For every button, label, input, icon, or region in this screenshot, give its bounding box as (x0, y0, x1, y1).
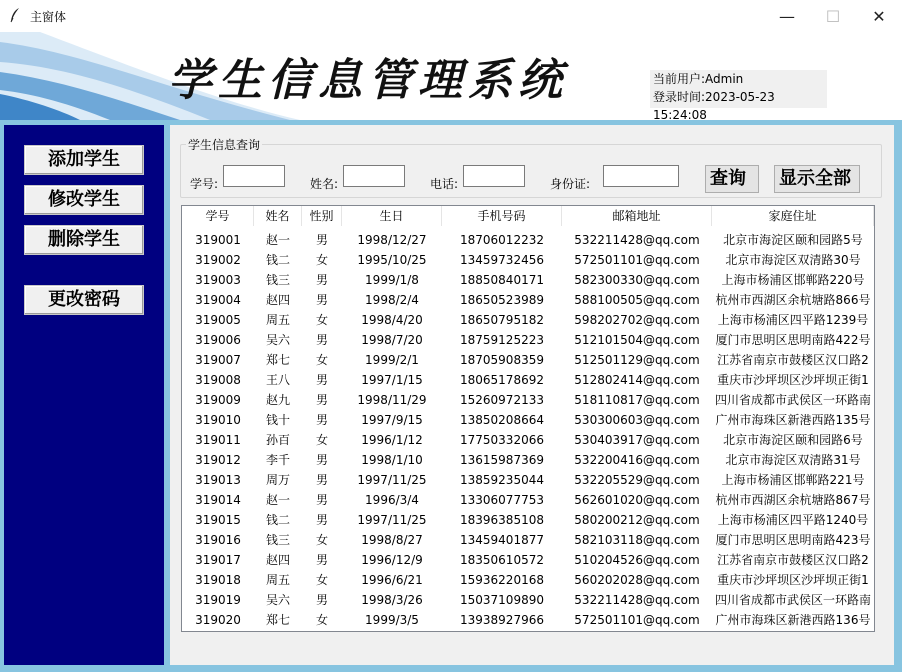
col-gender-cell: 男 (315, 453, 328, 467)
table-row[interactable] (182, 290, 874, 310)
col-address-cell: 四川省成都市武侯区一环路南 (714, 393, 871, 407)
feather-icon (8, 7, 22, 23)
col-birthday-cell: 1998/12/27 (357, 233, 427, 247)
col-student-id-cell: 319007 (195, 353, 241, 367)
header-banner (0, 32, 902, 120)
col-address-cell: 北京市海淀区颐和园路5号 (723, 233, 863, 247)
col-student-id-cell: 319012 (195, 453, 241, 467)
student-id-input[interactable] (223, 165, 285, 187)
col-gender-cell: 男 (315, 293, 328, 307)
col-email-cell: 582300330@qq.com (574, 273, 700, 287)
idcard-input[interactable] (603, 165, 679, 187)
col-phone-cell: 13859235044 (460, 473, 544, 487)
col-student-id-cell: 319005 (195, 313, 241, 327)
col-birthday-cell: 1998/7/20 (361, 333, 423, 347)
name-label: 姓名: (310, 177, 339, 191)
col-phone-cell: 18850840171 (460, 273, 544, 287)
col-gender-cell: 女 (315, 533, 328, 547)
table-row[interactable] (182, 390, 874, 410)
col-phone-cell: 13938927966 (460, 613, 544, 627)
col-address-cell: 上海市杨浦区四平路1239号 (717, 313, 869, 327)
col-birthday-cell: 1996/1/12 (361, 433, 423, 447)
col-gender-cell: 女 (315, 613, 328, 627)
col-phone-cell: 18705908359 (460, 353, 544, 367)
col-phone-cell: 18396385108 (460, 513, 544, 527)
col-name-cell: 赵四 (265, 553, 290, 567)
col-name-cell: 钱二 (265, 253, 290, 267)
col-address-cell: 杭州市西湖区余杭塘路866号 (715, 293, 871, 307)
col-phone-cell: 18706012232 (460, 233, 544, 247)
col-birthday-cell: 1999/1/8 (365, 273, 419, 287)
col-address-cell: 重庆市沙坪坝区沙坪坝正街1 (717, 373, 869, 387)
col-address-cell: 厦门市思明区思明南路422号 (715, 333, 871, 347)
col-name-cell: 钱三 (265, 273, 290, 287)
col-gender-cell: 男 (315, 413, 328, 427)
col-gender-cell: 女 (315, 433, 328, 447)
col-email-cell: 530403917@qq.com (574, 433, 700, 447)
col-birthday-cell: 1996/6/21 (361, 573, 423, 587)
col-name-cell: 周五 (265, 573, 290, 587)
close-button[interactable]: ✕ (872, 6, 886, 26)
minimize-button[interactable]: — (779, 6, 795, 26)
col-student-id-cell: 319017 (195, 553, 241, 567)
col-birthday-cell: 1999/2/1 (365, 353, 419, 367)
table-row[interactable] (182, 350, 874, 370)
col-name-cell: 钱三 (265, 533, 290, 547)
table-row[interactable] (182, 570, 874, 590)
col-address-cell: 厦门市思明区思明南路423号 (715, 533, 871, 547)
col-birthday-cell: 1998/11/29 (357, 393, 427, 407)
col-student-id-cell: 319002 (195, 253, 241, 267)
table-row[interactable] (182, 590, 874, 610)
col-name-cell: 吴六 (265, 333, 290, 347)
table-row[interactable] (182, 310, 874, 330)
col-phone-cell: 13459732456 (460, 253, 544, 267)
col-student-id-cell: 319011 (195, 433, 241, 447)
table-row[interactable] (182, 470, 874, 490)
col-email-cell: 512802414@qq.com (574, 373, 700, 387)
idcard-label: 身份证: (550, 177, 591, 191)
col-student-id-cell: 319001 (195, 233, 241, 247)
col-gender-cell: 女 (315, 313, 328, 327)
col-email-cell: 572501101@qq.com (574, 613, 700, 627)
col-email-cell: 562601020@qq.com (574, 493, 700, 507)
window-titlebar (0, 0, 902, 33)
col-phone-cell: 15037109890 (460, 593, 544, 607)
col-birthday-cell: 1997/1/15 (361, 373, 423, 387)
table-row[interactable] (182, 550, 874, 570)
col-address-cell: 江苏省南京市鼓楼区汉口路2 (717, 353, 869, 367)
table-row[interactable] (182, 270, 874, 290)
col-email-cell: 560202028@qq.com (574, 573, 700, 587)
col-phone-cell: 18350610572 (460, 553, 544, 567)
col-student-id-cell: 319009 (195, 393, 241, 407)
col-student-id-cell: 319018 (195, 573, 241, 587)
maximize-button[interactable]: ☐ (825, 6, 841, 26)
col-email-cell: 532211428@qq.com (574, 233, 700, 247)
delete-student-button[interactable]: 删除学生 (24, 225, 144, 255)
query-group-title: 学生信息查询 (188, 138, 261, 152)
col-gender-cell: 男 (315, 333, 328, 347)
col-phone-cell: 17750332066 (460, 433, 544, 447)
col-phone-cell: 18650795182 (460, 313, 544, 327)
col-address-cell: 上海市杨浦区四平路1240号 (717, 513, 869, 527)
col-address-cell: 四川省成都市武侯区一环路南 (714, 593, 871, 607)
col-email-cell: 530300603@qq.com (574, 413, 700, 427)
table-row[interactable] (182, 370, 874, 390)
col-student-id-cell: 319013 (195, 473, 241, 487)
table-row[interactable] (182, 250, 874, 270)
table-row[interactable] (182, 450, 874, 470)
col-birthday-cell: 1998/8/27 (361, 533, 423, 547)
col-address-cell: 重庆市沙坪坝区沙坪坝正街1 (717, 573, 869, 587)
name-input[interactable] (343, 165, 405, 187)
col-gender-cell: 男 (315, 473, 328, 487)
col-name-cell: 赵九 (265, 393, 290, 407)
col-gender-cell: 男 (315, 493, 328, 507)
table-row[interactable] (182, 530, 874, 550)
login-time-label: 登录时间:2023-05-23 15:24:08 (653, 90, 775, 120)
col-name-cell: 王八 (265, 373, 290, 387)
col-gender-cell: 男 (315, 593, 328, 607)
col-name-cell: 李千 (265, 453, 290, 467)
col-address-cell: 杭州市西湖区余杭塘路867号 (715, 493, 871, 507)
phone-label: 电话: (430, 177, 459, 191)
col-name-cell: 钱十 (265, 413, 290, 427)
col-phone-cell: 18759125223 (460, 333, 544, 347)
col-name-cell: 郑七 (265, 353, 290, 367)
col-gender-cell: 男 (315, 273, 328, 287)
col-gender-header[interactable]: 性别 (302, 206, 342, 226)
col-name-header[interactable]: 姓名 (254, 206, 302, 226)
table-row[interactable] (182, 230, 874, 250)
col-name-cell: 赵一 (265, 233, 290, 247)
change-password-button[interactable]: 更改密码 (24, 285, 144, 315)
col-student-id-cell: 319015 (195, 513, 241, 527)
col-phone-cell: 13850208664 (460, 413, 544, 427)
col-email-cell: 518110817@qq.com (574, 393, 700, 407)
col-student-id-header[interactable]: 学号 (182, 206, 254, 226)
col-student-id-cell: 319004 (195, 293, 241, 307)
col-phone-header[interactable]: 手机号码 (442, 206, 562, 226)
col-name-cell: 钱二 (265, 513, 290, 527)
col-address-cell: 广州市海珠区新港西路136号 (715, 613, 871, 627)
col-name-cell: 周万 (265, 473, 290, 487)
table-row[interactable] (182, 430, 874, 450)
window-title: 主窗体 (30, 10, 67, 24)
col-email-cell: 532200416@qq.com (574, 453, 700, 467)
col-birthday-cell: 1998/1/10 (361, 453, 423, 467)
col-email-cell: 582103118@qq.com (574, 533, 700, 547)
col-address-cell: 北京市海淀区颐和园路6号 (723, 433, 863, 447)
col-address-header[interactable]: 家庭住址 (712, 206, 874, 226)
col-gender-cell: 女 (315, 353, 328, 367)
col-address-cell: 北京市海淀区双清路31号 (725, 453, 861, 467)
col-address-cell: 北京市海淀区双清路30号 (725, 253, 861, 267)
col-email-cell: 532211428@qq.com (574, 593, 700, 607)
col-gender-cell: 男 (315, 553, 328, 567)
current-user-label: 当前用户:Admin (653, 72, 744, 86)
col-name-cell: 孙百 (265, 433, 290, 447)
col-address-cell: 上海市杨浦区邯郸路221号 (721, 473, 865, 487)
col-gender-cell: 男 (315, 373, 328, 387)
col-student-id-cell: 319006 (195, 333, 241, 347)
col-student-id-cell: 319014 (195, 493, 241, 507)
table-row[interactable] (182, 330, 874, 350)
col-phone-cell: 13459401877 (460, 533, 544, 547)
student-table[interactable] (181, 205, 875, 632)
col-birthday-cell: 1997/11/25 (357, 473, 427, 487)
col-student-id-cell: 319010 (195, 413, 241, 427)
table-row[interactable] (182, 410, 874, 430)
col-gender-cell: 男 (315, 513, 328, 527)
col-birthday-cell: 1997/9/15 (361, 413, 423, 427)
col-birthday-cell: 1996/3/4 (365, 493, 419, 507)
col-birthday-cell: 1996/12/9 (361, 553, 423, 567)
col-name-cell: 郑七 (265, 613, 290, 627)
col-address-cell: 上海市杨浦区邯郸路220号 (721, 273, 865, 287)
col-phone-cell: 18065178692 (460, 373, 544, 387)
add-student-button[interactable]: 添加学生 (24, 145, 144, 175)
col-birthday-cell: 1999/3/5 (365, 613, 419, 627)
col-phone-cell: 15260972133 (460, 393, 544, 407)
col-address-cell: 广州市海珠区新港西路135号 (715, 413, 871, 427)
col-birthday-cell: 1997/11/25 (357, 513, 427, 527)
col-name-cell: 赵四 (265, 293, 290, 307)
main-frame (0, 120, 902, 672)
col-email-cell: 572501101@qq.com (574, 253, 700, 267)
col-student-id-cell: 319016 (195, 533, 241, 547)
col-email-cell: 532205529@qq.com (574, 473, 700, 487)
col-email-cell: 512101504@qq.com (574, 333, 700, 347)
col-gender-cell: 女 (315, 253, 328, 267)
col-birthday-cell: 1998/2/4 (365, 293, 419, 307)
app-title: 学生信息管理系统 (168, 55, 568, 106)
col-birthday-cell: 1998/4/20 (361, 313, 423, 327)
col-name-cell: 赵一 (265, 493, 290, 507)
table-row[interactable] (182, 610, 874, 630)
table-header (182, 206, 874, 226)
col-name-cell: 周五 (265, 313, 290, 327)
col-name-cell: 吴六 (265, 593, 290, 607)
col-student-id-cell: 319020 (195, 613, 241, 627)
col-email-cell: 580200212@qq.com (574, 513, 700, 527)
col-email-cell: 588100505@qq.com (574, 293, 700, 307)
student-id-label: 学号: (190, 177, 219, 191)
col-birthday-cell: 1995/10/25 (357, 253, 427, 267)
col-phone-cell: 13306077753 (460, 493, 544, 507)
col-phone-cell: 15936220168 (460, 573, 544, 587)
search-button[interactable]: 查询 (705, 165, 759, 193)
col-email-cell: 512501129@qq.com (574, 353, 700, 367)
col-phone-cell: 18650523989 (460, 293, 544, 307)
col-birthday-header[interactable]: 生日 (342, 206, 442, 226)
table-row[interactable] (182, 510, 874, 530)
table-row[interactable] (182, 490, 874, 510)
col-gender-cell: 男 (315, 393, 328, 407)
col-gender-cell: 男 (315, 233, 328, 247)
col-student-id-cell: 319003 (195, 273, 241, 287)
col-phone-cell: 13615987369 (460, 453, 544, 467)
phone-input[interactable] (463, 165, 525, 187)
col-email-header[interactable]: 邮箱地址 (562, 206, 712, 226)
sidebar (4, 125, 164, 665)
content-panel (170, 125, 894, 665)
edit-student-button[interactable]: 修改学生 (24, 185, 144, 215)
user-info-box (650, 70, 827, 120)
col-email-cell: 510204526@qq.com (574, 553, 700, 567)
col-email-cell: 598202702@qq.com (574, 313, 700, 327)
col-birthday-cell: 1998/3/26 (361, 593, 423, 607)
col-student-id-cell: 319008 (195, 373, 241, 387)
show-all-button[interactable]: 显示全部 (774, 165, 860, 193)
col-student-id-cell: 319019 (195, 593, 241, 607)
col-address-cell: 江苏省南京市鼓楼区汉口路2 (717, 553, 869, 567)
col-gender-cell: 女 (315, 573, 328, 587)
